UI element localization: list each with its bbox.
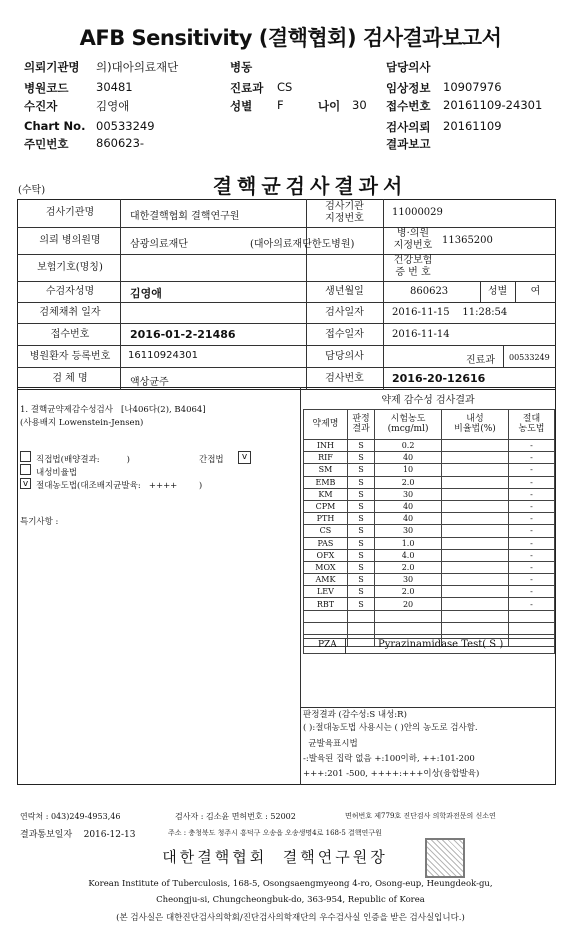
drug-cell-abs: -: [508, 513, 554, 525]
pza-value: Pyrazinamidase Test( S ): [378, 639, 504, 650]
col-result: 판정 결과: [347, 410, 374, 440]
drug-cell-conc: 10: [375, 464, 442, 476]
drug-cell-result: S: [347, 549, 374, 561]
institution-value: 의)대아의료재단: [96, 60, 179, 74]
drug-table-header-row: [304, 410, 555, 440]
direct-method-label: 직접법(배양결과: ): [36, 455, 130, 465]
drug-row: [304, 452, 555, 464]
dob-label: 생년월일: [325, 286, 364, 297]
drug-cell-result: S: [347, 513, 374, 525]
drug-cell-result: S: [347, 476, 374, 488]
col-drug-name: 약제명: [304, 410, 348, 440]
drug-cell-conc: 40: [375, 452, 442, 464]
drug-cell-conc: [375, 622, 442, 634]
drug-cell-abs: -: [508, 452, 554, 464]
drug-row: [304, 610, 555, 622]
drug-cell-result: S: [347, 488, 374, 500]
dept-label: 진료과: [230, 81, 264, 95]
official-seal-stamp: [425, 838, 465, 878]
lab-name-label: 검사기관명: [45, 207, 95, 218]
drug-row: [304, 464, 555, 476]
requesting-hospital-note: (대아의료재단한도병원): [250, 239, 355, 250]
rrn-value: 860623-: [96, 136, 145, 150]
drug-sensitivity-table: [303, 409, 555, 647]
doctor-label: 담당의사: [386, 60, 431, 74]
doctor-label-2: 담당의사: [325, 351, 364, 362]
drug-cell-abs: -: [508, 574, 554, 586]
drug-cell-result: S: [347, 500, 374, 512]
col-concentration: 시험농도 (mcg/ml): [375, 410, 442, 440]
legend-line-4: -:발육된 집락 없음 +:100이하, ++:101-200: [303, 754, 475, 764]
hospital-code-label: 병원코드: [24, 81, 69, 95]
lab-address-kr: 주소 : 충청북도 청주시 흥덕구 오송읍 오송생명4로 168-5 결핵연구원: [168, 829, 382, 837]
patient-name-label: 수진자: [24, 99, 58, 113]
drug-cell-abs: -: [508, 476, 554, 488]
drug-cell-ratio: [442, 537, 509, 549]
lab-code-label: 검사기관 지정번호: [325, 201, 364, 224]
rrn-label: 주민번호: [24, 137, 69, 151]
drug-row: [304, 476, 555, 488]
hospital-code-label-2: 병·의원 지정번호: [393, 228, 433, 251]
dob-value: 860623: [410, 286, 449, 297]
examiner-info: 검사자 : 김소윤 면허번호 : 52002: [175, 812, 296, 821]
receipt-date-value: 2016-11-14: [392, 329, 450, 340]
specimen-label: 검 체 명: [52, 373, 88, 384]
drug-cell-name: INH: [304, 440, 348, 452]
consignment-tag: (수탁): [18, 185, 46, 196]
drug-cell-abs: [508, 610, 554, 622]
drug-cell-abs: -: [508, 525, 554, 537]
drug-cell-result: [347, 610, 374, 622]
legend-line-5: +++:201 -500, ++++:+++이상(융합발육): [303, 769, 480, 779]
drug-cell-abs: -: [508, 500, 554, 512]
test-method-line2: (사용배지 Lowenstein-Jensen): [20, 418, 144, 428]
drug-cell-conc: 40: [375, 513, 442, 525]
collection-date-label: 검체채취 일자: [39, 307, 101, 318]
drug-row: [304, 561, 555, 573]
drug-cell-name: MOX: [304, 561, 348, 573]
drug-cell-name: KM: [304, 488, 348, 500]
legend-line-2: ( ):절대농도법 사용시는 ( )안의 농도로 검사함.: [303, 723, 478, 733]
drug-cell-conc: 40: [375, 500, 442, 512]
drug-cell-name: RIF: [304, 452, 348, 464]
drug-cell-ratio: [442, 574, 509, 586]
drug-cell-name: OFX: [304, 549, 348, 561]
lab-address-en-2: Cheongju-si, Chungcheongbuk-do, 363-954, Republic of Korea: [156, 895, 425, 905]
drug-cell-ratio: [442, 586, 509, 598]
remarks-label: 특기사항 :: [20, 517, 59, 527]
age-value: 30: [352, 98, 367, 112]
sex-value: F: [277, 98, 284, 112]
drug-cell-conc: 2.0: [375, 476, 442, 488]
drug-cell-ratio: [442, 622, 509, 634]
sex-label-2: 성별: [487, 286, 508, 297]
drug-cell-result: S: [347, 586, 374, 598]
col-absolute: 절대 농도법: [508, 410, 554, 440]
drug-cell-name: AMK: [304, 574, 348, 586]
age-label: 나이: [318, 99, 341, 113]
drug-cell-ratio: [442, 452, 509, 464]
requesting-hospital-label: 의뢰 병의원명: [39, 235, 101, 246]
drug-row: [304, 549, 555, 561]
drug-row: [304, 440, 555, 452]
drug-cell-abs: -: [508, 598, 554, 610]
lab-name-value: 대한결핵협회 결핵연구원: [130, 211, 240, 222]
absolute-method-label: 절대농도법(대조배지균발육: ++++ ): [36, 481, 203, 491]
receipt-no-value: 20161109-24301: [443, 98, 543, 112]
col-proportion: 내성 비율법(%): [442, 410, 509, 440]
drug-cell-abs: -: [508, 561, 554, 573]
patient-name-label-2: 수검자성명: [45, 286, 95, 297]
drug-cell-result: S: [347, 440, 374, 452]
drug-cell-result: S: [347, 452, 374, 464]
dept-label-2: 진료과: [466, 355, 495, 366]
manager-info: 면허번호 제779호 진단검사 의학과전문의 신소연: [345, 812, 496, 820]
drug-cell-ratio: [442, 464, 509, 476]
drug-row: [304, 586, 555, 598]
drug-cell-ratio: [442, 561, 509, 573]
pza-label: PZA: [318, 640, 337, 650]
receipt-date-label: 접수일자: [325, 329, 364, 340]
drug-cell-conc: 2.0: [375, 561, 442, 573]
test-no-label: 검사번호: [325, 373, 364, 384]
direct-method-checkbox[interactable]: [20, 451, 31, 462]
institution-label: 의뢰기관명: [24, 60, 80, 74]
drug-row: [304, 513, 555, 525]
dept-value-2: 00533249: [509, 353, 550, 362]
drug-row: [304, 537, 555, 549]
drug-cell-ratio: [442, 500, 509, 512]
drug-cell-conc: 0.2: [375, 440, 442, 452]
certification-notice: (본 검사실은 대한진단검사의학회/진단검사의학재단의 우수검사실 인증을 받은 검사실입니다.): [116, 913, 465, 923]
chart-no-label: Chart No.: [24, 119, 86, 133]
requesting-hospital-value: 삼광의료재단: [130, 239, 188, 250]
indirect-method-label: 간접법: [199, 455, 224, 465]
chart-no-value: 00533249: [96, 119, 155, 133]
drug-cell-abs: -: [508, 440, 554, 452]
drug-cell-abs: -: [508, 464, 554, 476]
legend-line-3: 균발육표시법: [303, 739, 358, 749]
drug-cell-name: [304, 622, 348, 634]
drug-cell-name: SM: [304, 464, 348, 476]
proportion-method-checkbox[interactable]: [20, 464, 31, 475]
drug-cell-ratio: [442, 440, 509, 452]
drug-cell-conc: 20: [375, 598, 442, 610]
dept-value: CS: [277, 80, 293, 94]
drug-cell-ratio: [442, 476, 509, 488]
drug-cell-abs: -: [508, 537, 554, 549]
sex-value-2: 여: [530, 286, 541, 297]
legend-line-1: 판정결과 (감수성:S 내성:R): [303, 710, 407, 720]
patient-name-value-2: 김영애: [130, 287, 162, 300]
lab-code-value: 11000029: [392, 207, 443, 218]
request-date-value: 20161109: [443, 119, 502, 133]
drug-row: [304, 525, 555, 537]
org-name-signature: 대한결핵협회 결핵연구원장: [162, 848, 388, 866]
clinical-info-value: 10907976: [443, 80, 502, 94]
drug-cell-name: [304, 610, 348, 622]
drug-cell-ratio: [442, 513, 509, 525]
drug-cell-conc: 2.0: [375, 586, 442, 598]
patient-name-value: 김영애: [96, 99, 130, 113]
drug-cell-name: CPM: [304, 500, 348, 512]
drug-cell-conc: 30: [375, 488, 442, 500]
drug-cell-result: S: [347, 537, 374, 549]
drug-cell-abs: [508, 622, 554, 634]
ward-label: 병동: [230, 60, 253, 74]
clinical-info-label: 임상정보: [386, 81, 431, 95]
receipt-no-value-2: 2016-01-2-21486: [130, 328, 236, 341]
lab-phone: 연락처 : 043)249-4953,46: [20, 812, 121, 821]
drug-cell-result: S: [347, 561, 374, 573]
drug-cell-result: S: [347, 574, 374, 586]
hospital-code-value: 30481: [96, 80, 133, 94]
drug-cell-ratio: [442, 488, 509, 500]
drug-cell-abs: -: [508, 586, 554, 598]
drug-cell-name: LEV: [304, 586, 348, 598]
drug-cell-conc: [375, 610, 442, 622]
patient-reg-value: 16110924301: [128, 350, 198, 361]
specimen-value: 액상균주: [130, 377, 169, 388]
drug-cell-name: EMB: [304, 476, 348, 488]
test-method-line1: 1. 결핵균약제감수성검사 [나406다(2), B4064]: [20, 405, 206, 415]
drug-cell-ratio: [442, 610, 509, 622]
hospital-code-value-2: 11365200: [442, 235, 493, 246]
drug-cell-result: S: [347, 464, 374, 476]
drug-cell-name: RBT: [304, 598, 348, 610]
lab-date-label: 검사일자: [325, 307, 364, 318]
patient-reg-label: 병원환자 등록번호: [29, 351, 111, 362]
request-date-label: 검사의뢰: [386, 120, 431, 134]
lab-address-en-1: Korean Institute of Tuberculosis, 168-5, Osongsaengmyeong 4-ro, Osong-eup, Heungdeok-gu,: [88, 879, 493, 889]
drug-cell-name: PTH: [304, 513, 348, 525]
lab-date-value: 2016-11-15 11:28:54: [392, 307, 508, 318]
sensitivity-results-title: 약제 감수성 검사결과: [381, 395, 475, 406]
report-date-label: 결과보고: [386, 137, 431, 151]
drug-row: [304, 574, 555, 586]
drug-cell-ratio: [442, 549, 509, 561]
drug-cell-result: S: [347, 598, 374, 610]
sex-label: 성별: [230, 99, 253, 113]
drug-row: [304, 622, 555, 634]
drug-row: [304, 488, 555, 500]
drug-cell-ratio: [442, 598, 509, 610]
report-main-title: AFB Sensitivity (결핵협회) 검사결과보고서: [79, 26, 502, 50]
report-form-title: 결핵균검사결과서: [212, 174, 408, 198]
receipt-no-label-2: 접수번호: [50, 329, 90, 340]
drug-cell-name: PAS: [304, 537, 348, 549]
drug-cell-ratio: [442, 525, 509, 537]
drug-row: [304, 598, 555, 610]
drug-cell-abs: -: [508, 488, 554, 500]
drug-cell-abs: -: [508, 549, 554, 561]
insurance-code-label: 건강보험 증 번 호: [393, 255, 433, 278]
drug-cell-conc: 30: [375, 574, 442, 586]
test-no-value: 2016-20-12616: [392, 372, 486, 385]
indirect-method-checkbox[interactable]: v: [238, 451, 251, 464]
drug-cell-conc: 30: [375, 525, 442, 537]
drug-cell-conc: 1.0: [375, 537, 442, 549]
drug-row: [304, 500, 555, 512]
report-notify-date: 결과통보일자 2016-12-13: [20, 830, 136, 840]
drug-cell-name: CS: [304, 525, 348, 537]
absolute-method-checkbox[interactable]: v: [20, 478, 31, 489]
drug-cell-conc: 4.0: [375, 549, 442, 561]
insurance-label: 보험기호(명칭): [37, 262, 103, 273]
receipt-no-label: 접수번호: [386, 99, 431, 113]
drug-cell-result: [347, 622, 374, 634]
drug-cell-result: S: [347, 525, 374, 537]
proportion-method-label: 내성비율법: [36, 468, 78, 478]
